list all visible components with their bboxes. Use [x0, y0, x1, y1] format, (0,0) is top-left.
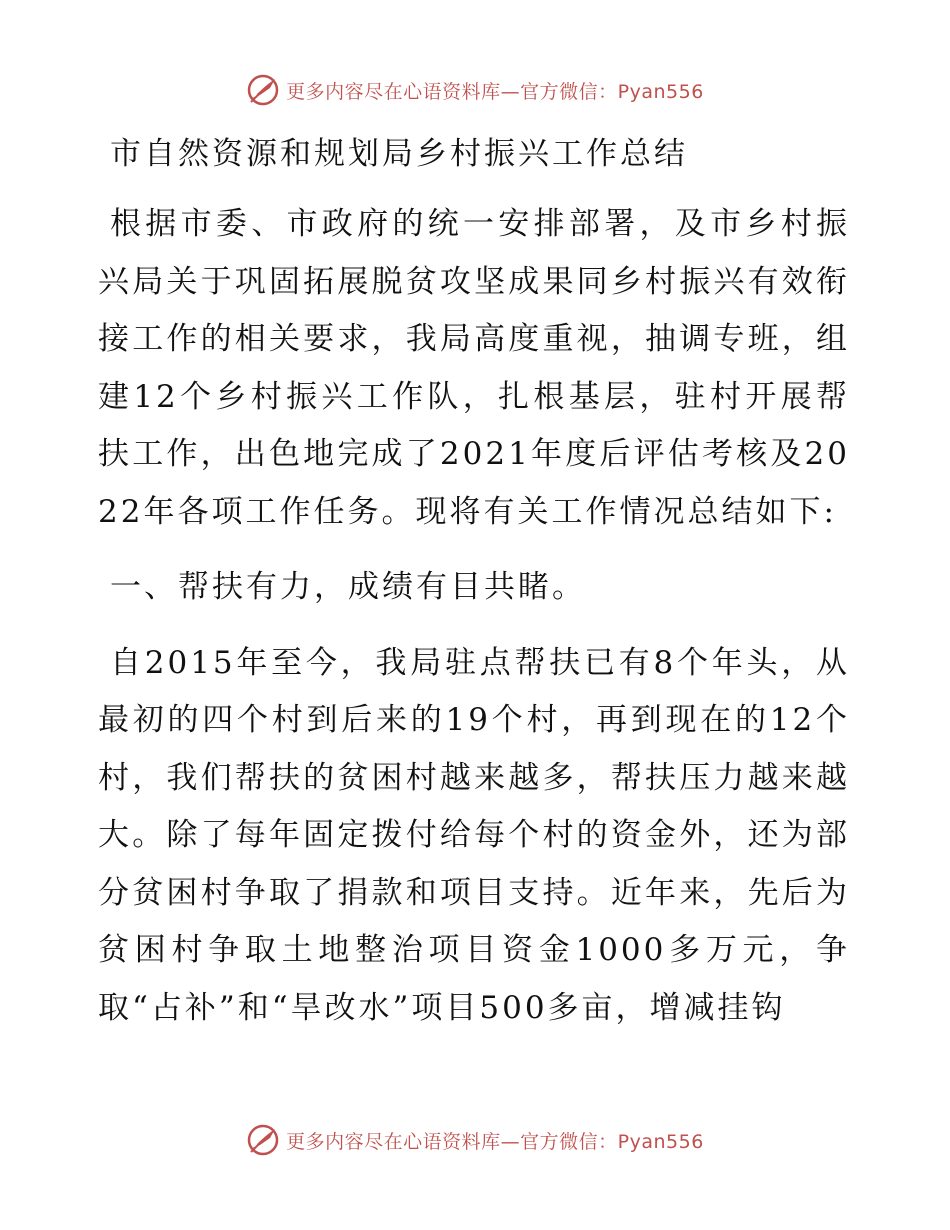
- pen-nib-logo-icon: [246, 1123, 280, 1157]
- document-body: [98, 120, 850, 1055]
- intro-paragraph: 根据市委、市政府的统一安排部署，及市乡村振兴局关于巩固拓展脱贫攻坚成果同乡村振兴有效衔接工作的相关要求，我局高度重视，抽调专班，组建12个乡村振兴工作队，扎根基层，驻村开展帮扶工作，出色地完成了2021年度后评估考核及2022年各项工作任务。现将有关工作情况总结如下:: [98, 206, 850, 530]
- section-heading: 一、帮扶有力，成绩有目共睹。: [110, 569, 586, 605]
- watermark-text: 更多内容尽在心语资料库—官方微信：Pyan556: [286, 80, 704, 103]
- pen-nib-logo-icon: [246, 73, 280, 107]
- section-paragraph: 自2015年至今，我局驻点帮扶已有8个年头，从最初的四个村到后来的19个村，再到现在的12个村，我们帮扶的贫困村越来越多，帮扶压力越来越大。除了每年固定拨付给每个村的资金外，还为部分贫困村争取了捐款和项目支持。近年来，先后为贫困村争取土地整治项目资金1000多万元，争取“占补”和“旱改水”项目500多亩，增减挂钩: [98, 644, 850, 1026]
- watermark-text: 更多内容尽在心语资料库—官方微信：Pyan556: [286, 1130, 704, 1153]
- watermark-header: [0, 70, 950, 110]
- watermark-footer: [0, 1120, 950, 1160]
- document-title: 市自然资源和规划局乡村振兴工作总结: [110, 136, 688, 172]
